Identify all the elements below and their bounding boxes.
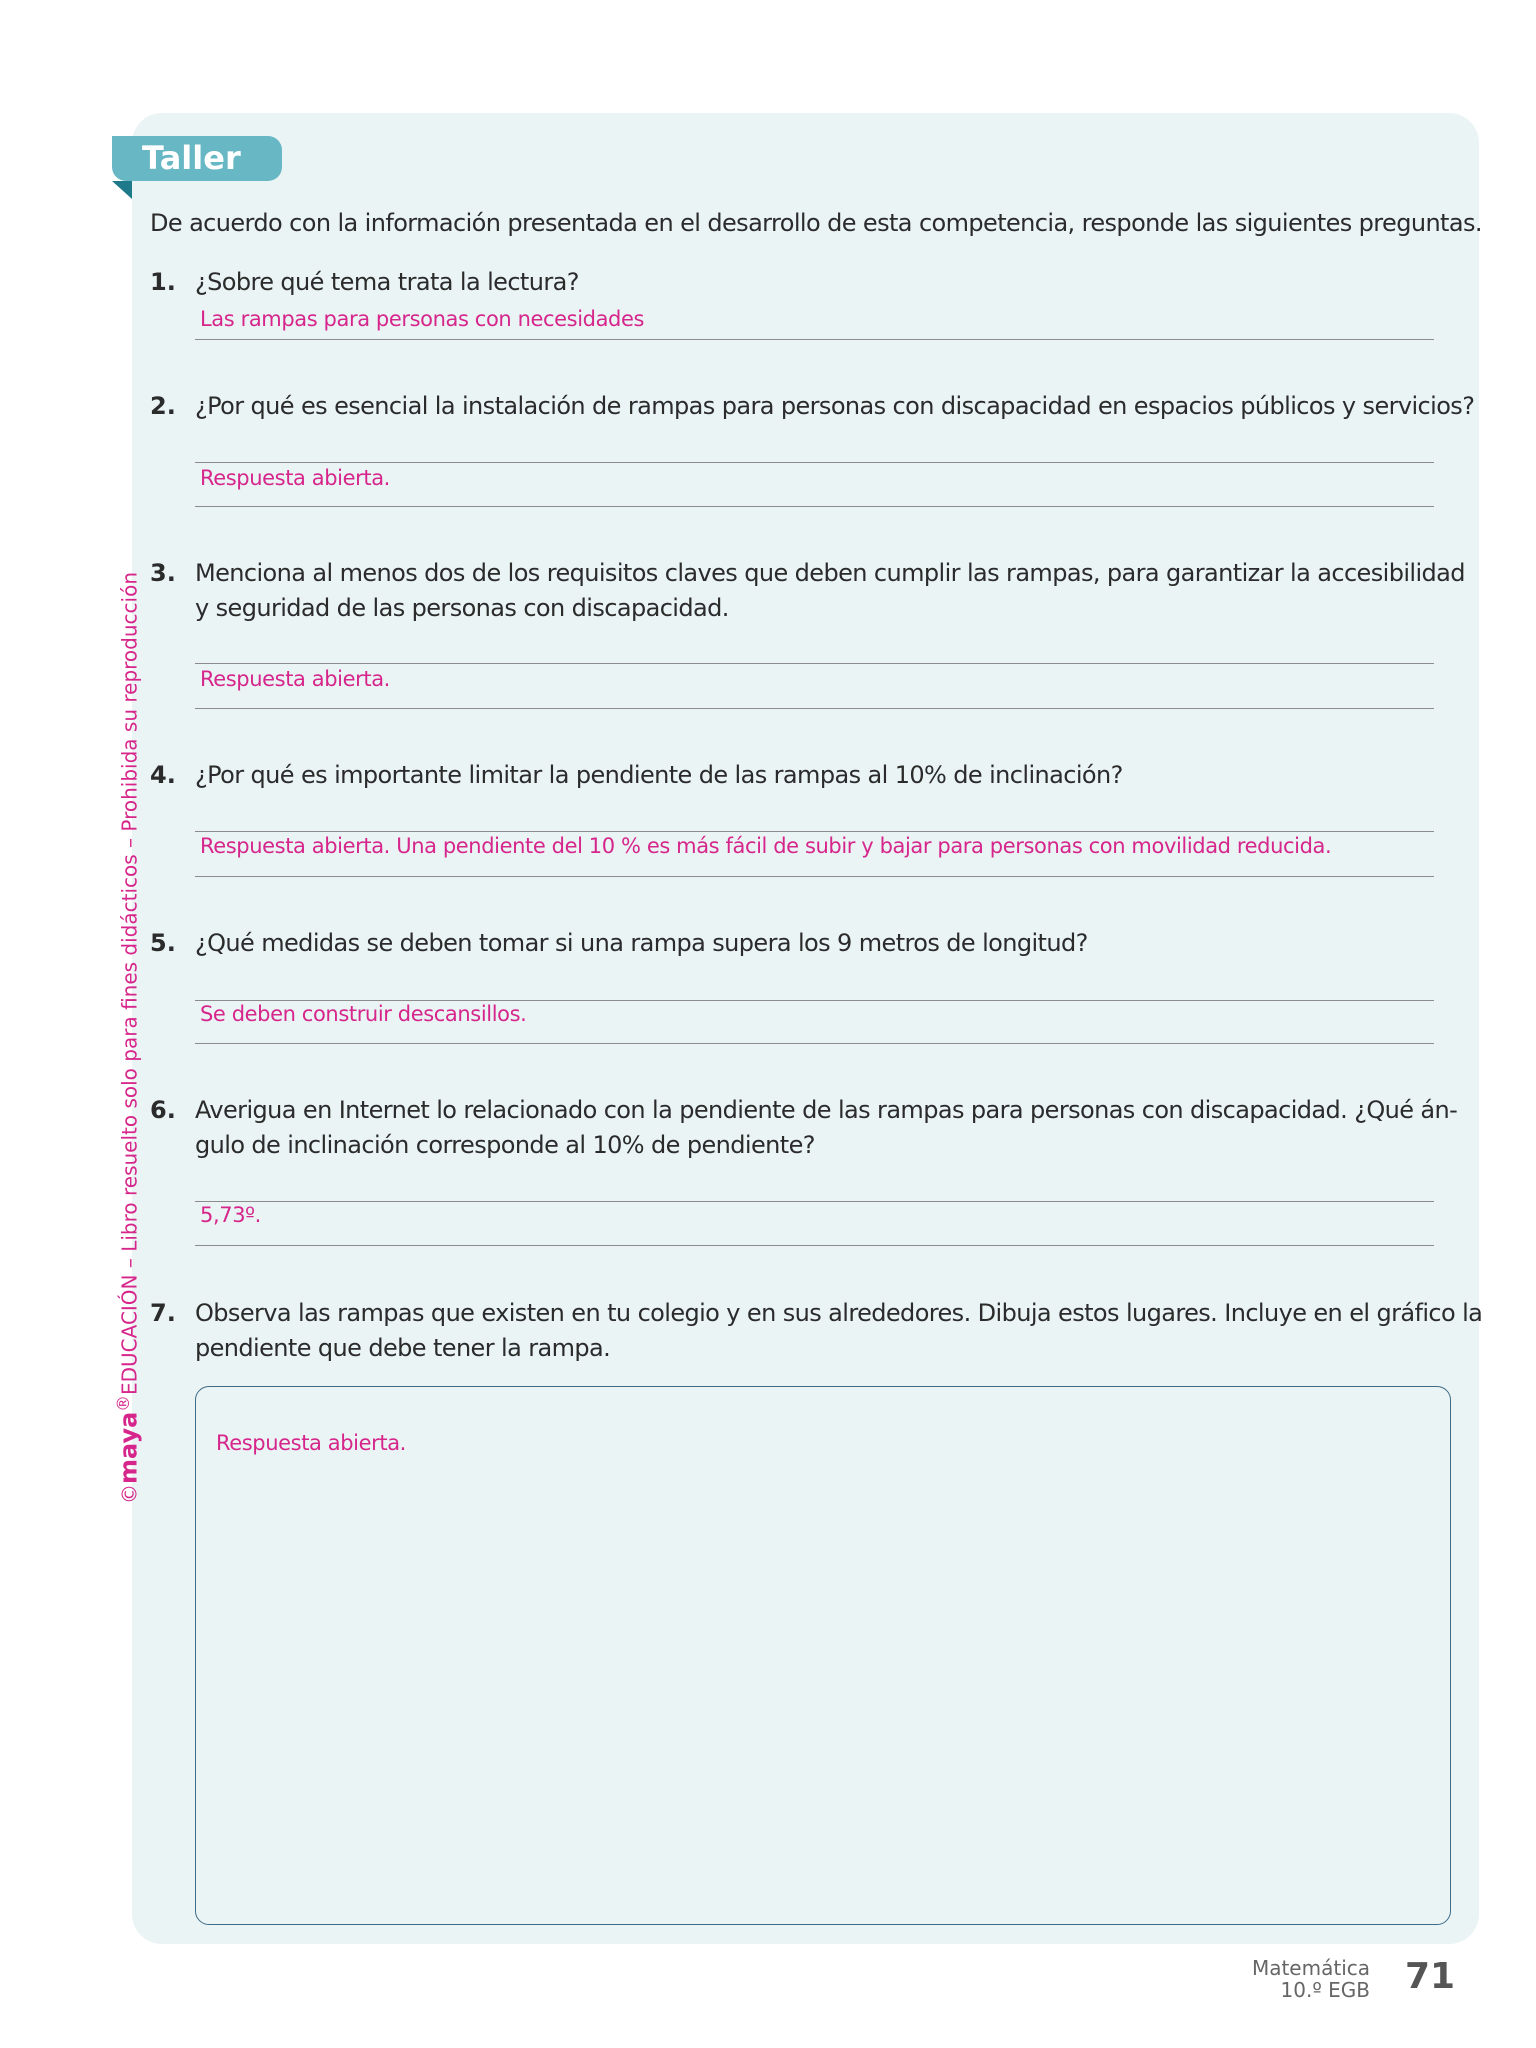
registered-symbol: ® <box>114 1395 133 1412</box>
footer-subject <box>1252 1957 1370 2001</box>
answer-line <box>195 708 1434 709</box>
answer-line <box>195 506 1434 507</box>
copyright-sidebar <box>112 572 142 1504</box>
answer-line <box>195 1043 1434 1044</box>
answer-line <box>195 1201 1434 1202</box>
answer-text: Respuesta abierta. <box>200 667 390 691</box>
answer-text: 5,73º. <box>200 1203 261 1227</box>
question-text: Menciona al menos dos de los requisitos claves que deben cumplir las rampas, para garantizar la accesibilidad <box>195 559 1465 587</box>
question-text: ¿Qué medidas se deben tomar si una rampa supera los 9 metros de longitud? <box>195 929 1088 957</box>
question-text: y seguridad de las personas con discapacidad. <box>195 594 729 622</box>
question-text: ¿Por qué es esencial la instalación de rampas para personas con discapacidad en espacios públicos y servicios? <box>195 392 1475 420</box>
answer-text: Respuesta abierta. <box>216 1431 406 1455</box>
question-number: 3. <box>150 559 176 587</box>
question-text: Averigua en Internet lo relacionado con la pendiente de las rampas para personas con discapacidad. ¿Qué án- <box>195 1096 1458 1124</box>
badge-tail <box>112 181 132 199</box>
page-number: 71 <box>1405 1956 1456 1997</box>
answer-text: Se deben construir descansillos. <box>200 1002 527 1026</box>
answer-line <box>195 339 1434 340</box>
question-text: ¿Sobre qué tema trata la lectura? <box>195 268 579 296</box>
question-number: 2. <box>150 392 176 420</box>
question-number: 6. <box>150 1096 176 1124</box>
copyright-text: EDUCACIÓN – Libro resuelto solo para fines didácticos – Prohibida su reproducción <box>117 572 142 1396</box>
brand-logo: maya <box>114 1411 143 1484</box>
copyright-symbol: © <box>117 1484 142 1504</box>
intro-text: De acuerdo con la información presentada en el desarrollo de esta competencia, responde las siguientes preguntas. <box>150 209 1482 237</box>
answer-text: Respuesta abierta. Una pendiente del 10 % es más fácil de subir y bajar para personas con movilidad reducida. <box>200 834 1332 858</box>
taller-badge: Taller <box>112 136 282 181</box>
subject-label: Matemática <box>1251 1956 1370 1980</box>
drawing-box <box>195 1386 1451 1925</box>
answer-text: Respuesta abierta. <box>200 466 390 490</box>
answer-text: Las rampas para personas con necesidades <box>200 307 645 331</box>
question-text: ¿Por qué es importante limitar la pendiente de las rampas al 10% de inclinación? <box>195 761 1123 789</box>
question-text: pendiente que debe tener la rampa. <box>195 1334 611 1362</box>
question-number: 7. <box>150 1299 176 1327</box>
answer-line <box>195 876 1434 877</box>
question-number: 5. <box>150 929 176 957</box>
grade-label: 10.º EGB <box>1280 1978 1370 2002</box>
question-text: gulo de inclinación corresponde al 10% de pendiente? <box>195 1131 815 1159</box>
question-number: 4. <box>150 761 176 789</box>
question-text: Observa las rampas que existen en tu colegio y en sus alrededores. Dibuja estos lugares. Incluye en el gráfico la <box>195 1299 1483 1327</box>
answer-line <box>195 1245 1434 1246</box>
question-number: 1. <box>150 268 176 296</box>
